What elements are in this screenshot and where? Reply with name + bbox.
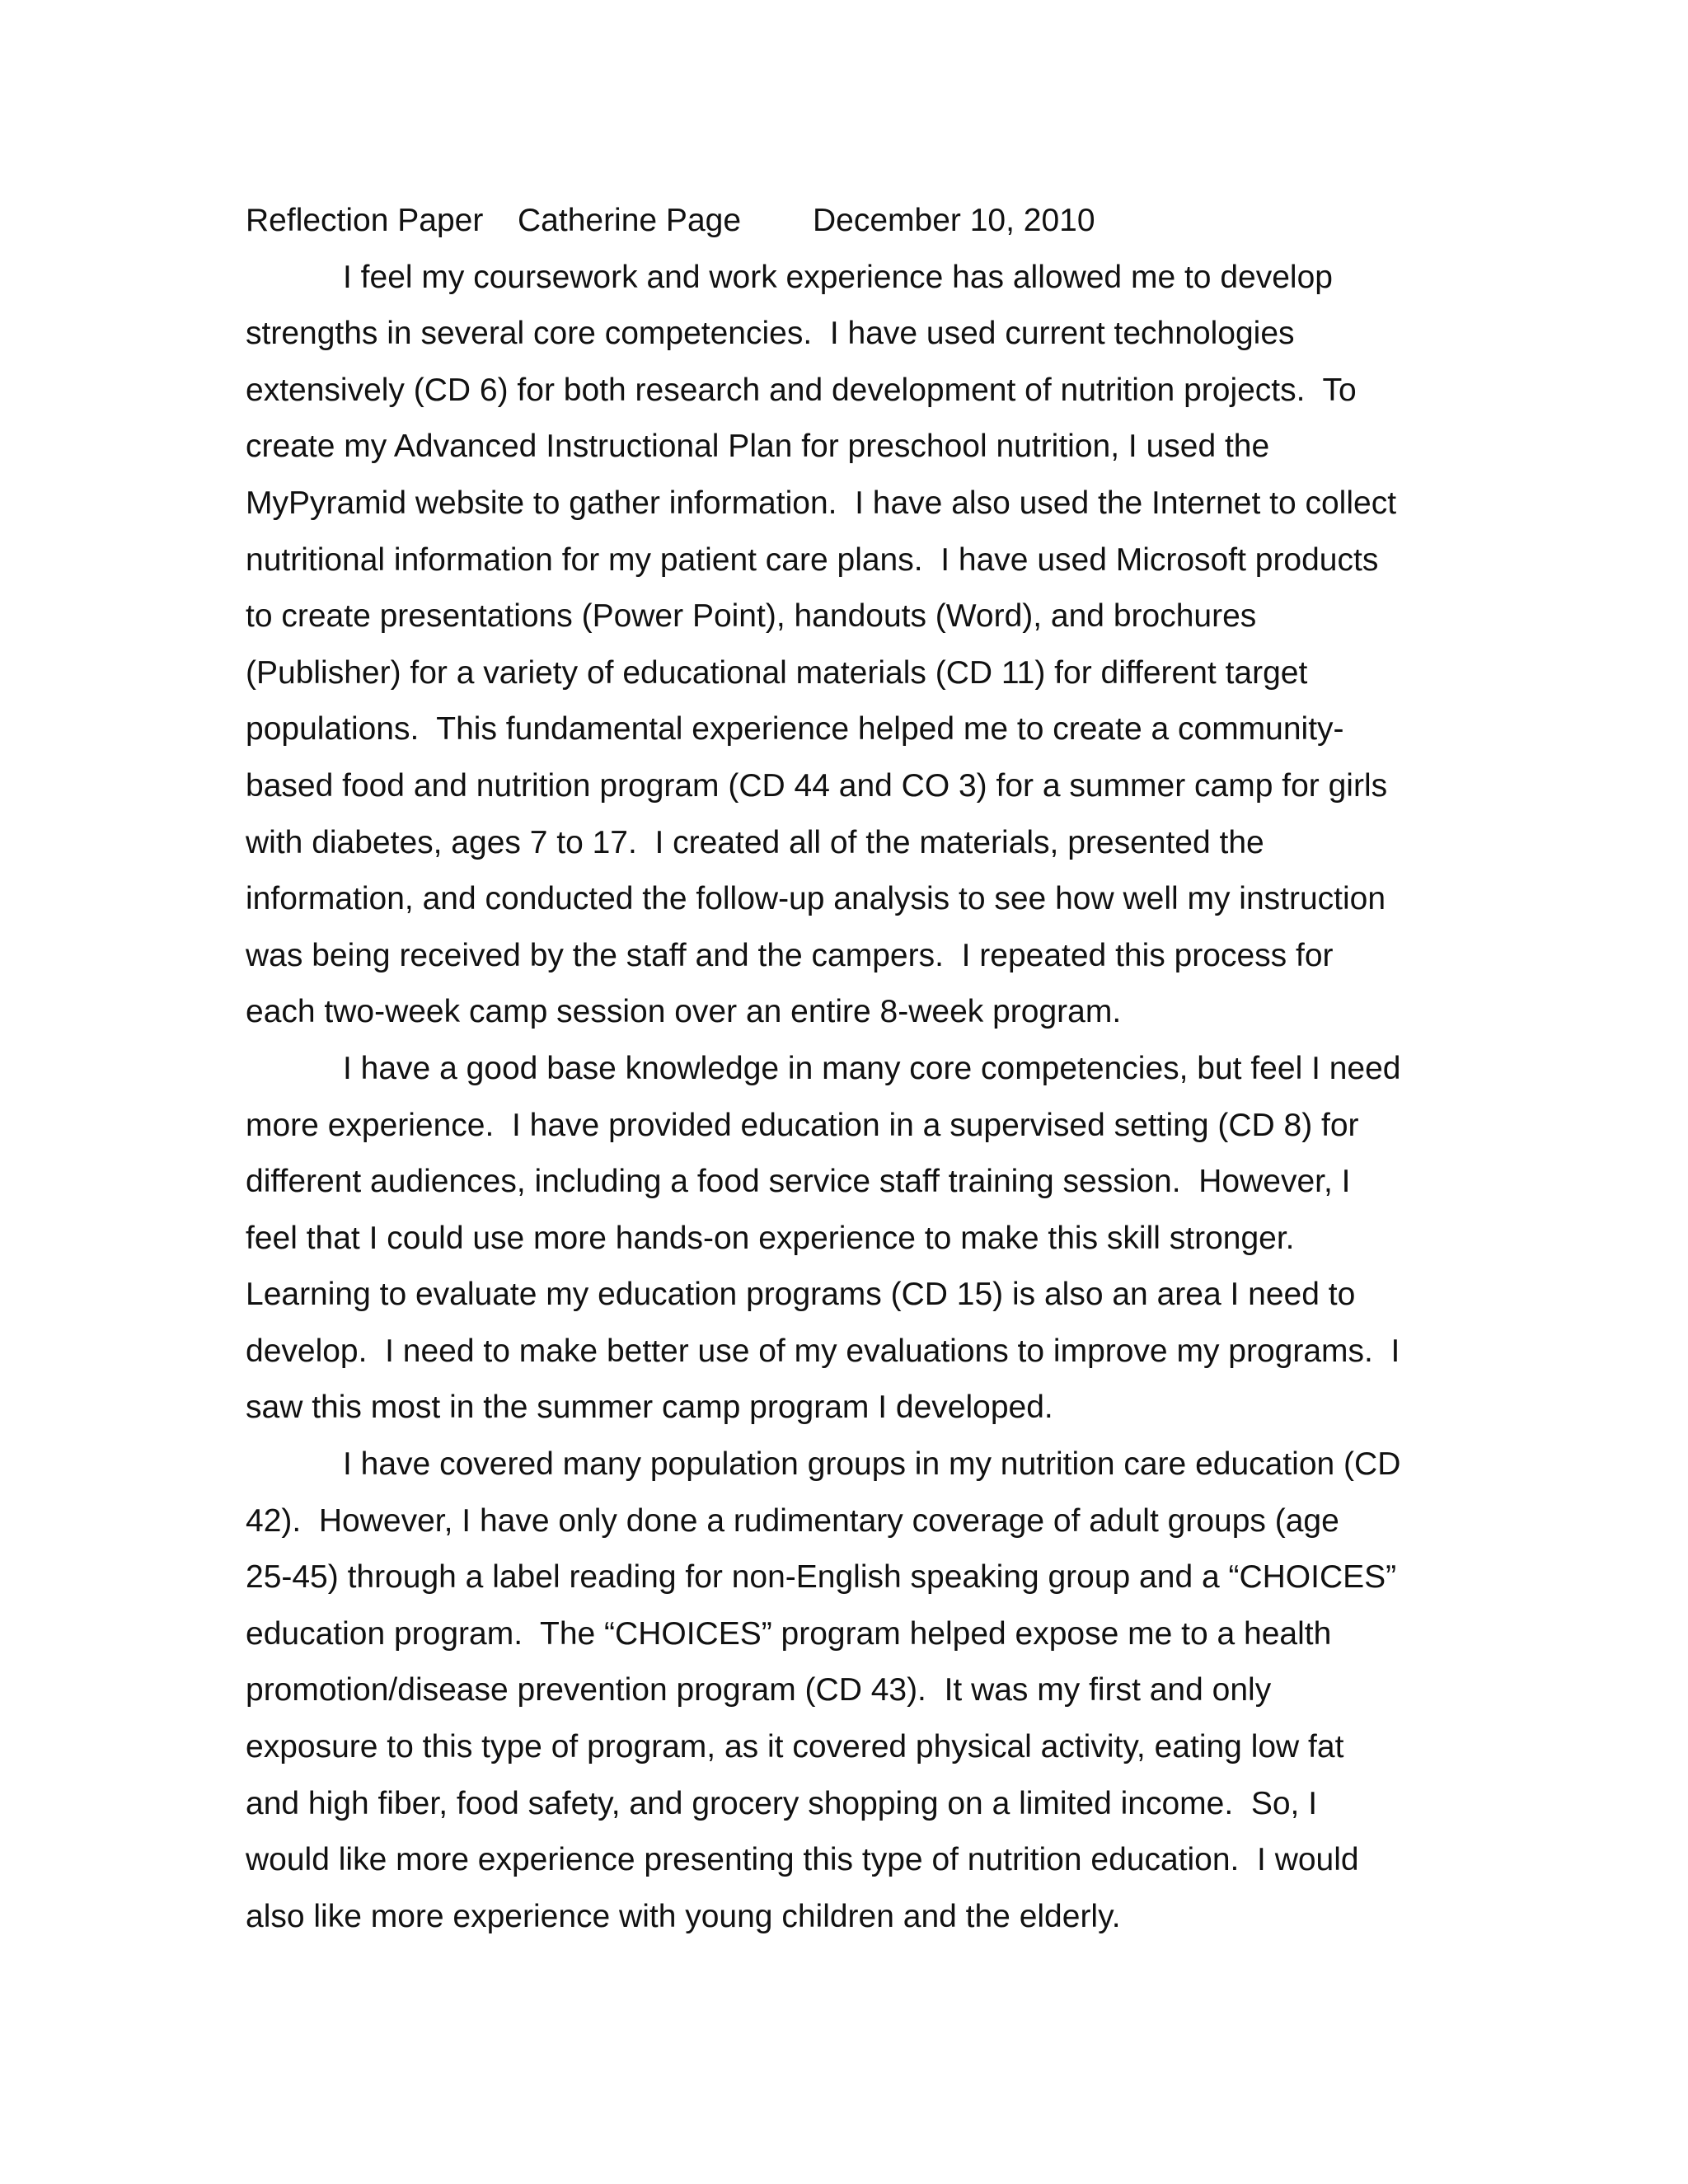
- text-line: was being received by the staff and the campers. I repeated this process for: [246, 937, 1334, 973]
- text-line: would like more experience presenting this type of nutrition education. I would: [246, 1842, 1359, 1878]
- text-line: strengths in several core competencies. I have used current technologies: [246, 316, 1295, 352]
- document-header: [246, 193, 1432, 250]
- text-line: with diabetes, ages 7 to 17. I created all of the materials, presented the: [246, 824, 1264, 860]
- text-line: different audiences, including a food service staff training session. However, I: [246, 1164, 1351, 1200]
- text-line: MyPyramid website to gather information. I have also used the Internet to collect: [246, 485, 1397, 521]
- text-line: based food and nutrition program (CD 44 and CO 3) for a summer camp for girls: [246, 767, 1388, 804]
- text-line: extensively (CD 6) for both research and development of nutrition projects. To: [246, 372, 1357, 408]
- text-line: I have a good base knowledge in many core competencies, but feel I need: [343, 1050, 1401, 1086]
- text-line: to create presentations (Power Point), handouts (Word), and brochures: [246, 598, 1257, 635]
- text-line: each two-week camp session over an entire 8-week program.: [246, 994, 1122, 1030]
- text-line: education program. The “CHOICES” program helped expose me to a health: [246, 1615, 1332, 1652]
- text-line: more experience. I have provided education in a supervised setting (CD 8) for: [246, 1107, 1359, 1143]
- text-line: populations. This fundamental experience helped me to create a community-: [246, 711, 1344, 748]
- paragraph-1: [246, 250, 1432, 1041]
- text-line: I feel my coursework and work experience has allowed me to develop: [343, 259, 1333, 295]
- text-line: exposure to this type of program, as it covered physical activity, eating low fat: [246, 1729, 1344, 1765]
- text-line: Learning to evaluate my education programs (CD 15) is also an area I need to: [246, 1277, 1356, 1313]
- text-line: 25-45) through a label reading for non-English speaking group and a “CHOICES”: [246, 1559, 1397, 1596]
- document-author: Catherine Page: [518, 203, 742, 238]
- document-body: [246, 193, 1432, 1945]
- text-line: also like more experience with young children and the elderly.: [246, 1898, 1121, 1934]
- text-line: create my Advanced Instructional Plan for preschool nutrition, I used the: [246, 429, 1270, 465]
- text-line: I have covered many population groups in my nutrition care education (CD: [343, 1446, 1401, 1483]
- text-line: 42). However, I have only done a rudimentary coverage of adult groups (age: [246, 1502, 1339, 1539]
- text-line: develop. I need to make better use of my evaluations to improve my programs. I: [246, 1333, 1400, 1369]
- text-line: feel that I could use more hands-on experience to make this skill stronger.: [246, 1220, 1295, 1256]
- paragraph-2: [246, 1041, 1432, 1436]
- text-line: nutritional information for my patient care plans. I have used Microsoft products: [246, 541, 1379, 578]
- paragraph-3: [246, 1436, 1432, 1945]
- document-date: December 10, 2010: [813, 203, 1095, 238]
- text-line: (Publisher) for a variety of educational materials (CD 11) for different target: [246, 654, 1308, 691]
- document-title: Reflection Paper: [246, 203, 484, 238]
- text-line: promotion/disease prevention program (CD 43). It was my first and only: [246, 1672, 1272, 1708]
- text-line: information, and conducted the follow-up analysis to see how well my instruction: [246, 881, 1386, 917]
- text-line: saw this most in the summer camp program I developed.: [246, 1390, 1053, 1426]
- text-line: and high fiber, food safety, and grocery shopping on a limited income. So, I: [246, 1785, 1318, 1821]
